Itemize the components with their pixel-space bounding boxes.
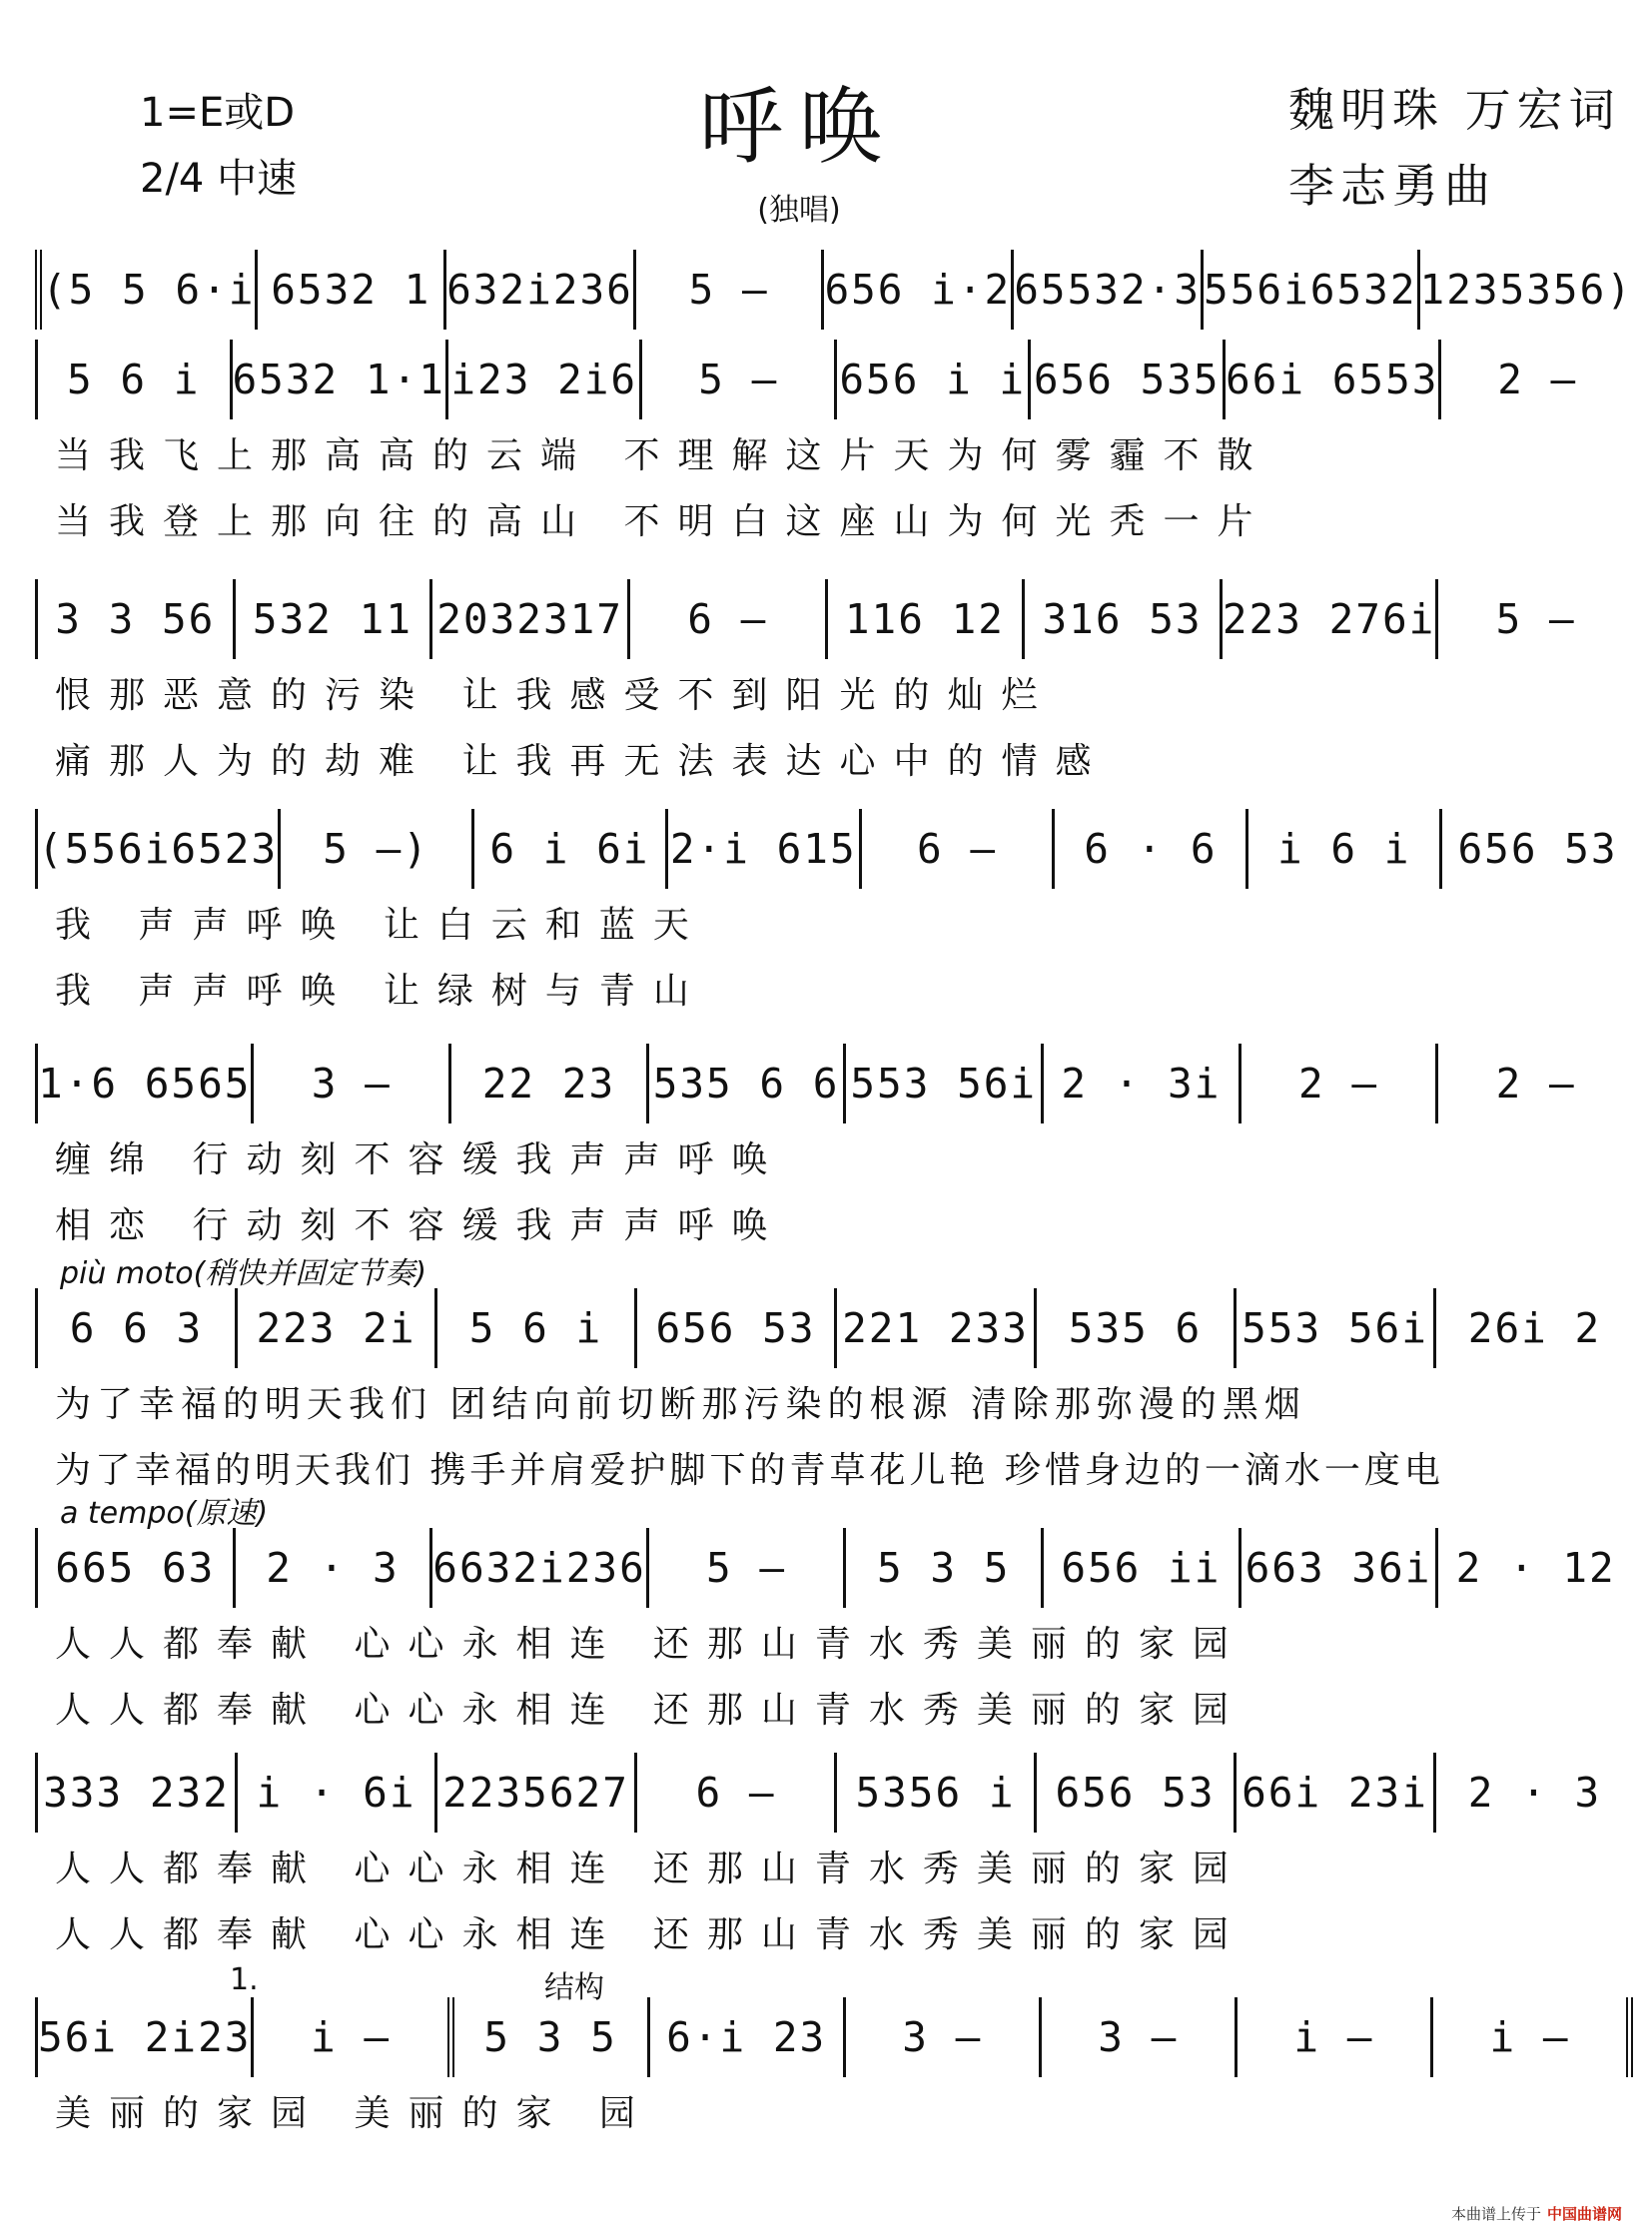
measure: 6532 1 [258,250,446,330]
lyric-line [35,419,1633,485]
system-2 [35,340,1633,551]
measure: 66i 23i [1237,1753,1436,1833]
lyric-line [35,659,1633,725]
measure: 65532·3 [1014,250,1204,330]
measure: 656 i i [837,340,1032,419]
system-8 [35,1753,1633,1964]
lyric-verse-2: 人人都奉献 心心永相连 还那山青水秀美丽的家园 [55,1689,1246,1731]
measure: 6 6 3 [38,1288,238,1368]
measure: 5 — [642,340,837,419]
lyric-line [35,1608,1633,1674]
lyric-line [35,889,1633,955]
lyric-verse-1: 美丽的家园 美丽的家 园 [55,2092,653,2134]
bar-row [35,579,1633,659]
measure: 221 233 [837,1288,1037,1368]
lyric-verse-2: 我 声声呼唤 让绿树与青山 [55,970,707,1012]
composer-credit: 李志勇曲 [1288,159,1496,213]
lyric-verse-1: 我 声声呼唤 让白云和蓝天 [55,904,707,946]
measure: 1235356) [1419,266,1633,314]
key-tempo-block [140,80,297,212]
measure: 316 53 [1025,579,1223,659]
measure: 2 — [1495,1060,1576,1108]
measure: 532 11 [236,579,433,659]
lyric-line [35,2077,1633,2143]
bar-row [35,1044,1633,1123]
system-9 [35,1997,1633,2143]
a-tempo-marking: a tempo(原速) [60,1496,269,1531]
measure: (556i6523 [38,809,281,889]
measure: 3 — [1042,1997,1238,2077]
measure: 5356 i [837,1753,1037,1833]
lyric-verse-2: 痛那人为的劫难 让我再无法表达心中的情感 [55,740,1110,782]
bar-row [35,809,1633,889]
bar-row [35,1753,1633,1833]
measure: 2 · 3 [236,1528,433,1608]
measure: 5 3 5 [846,1528,1044,1608]
measure: 3 3 56 [38,579,236,659]
measure: 535 6 [1037,1288,1237,1368]
lyric-line [35,1898,1633,1964]
measure: 2 — [1241,1044,1439,1123]
measure: 656 53 [637,1288,837,1368]
volta-1-marking: 1. [230,1962,259,1997]
measure: 553 56i [846,1044,1044,1123]
measure: 3 — [254,1044,451,1123]
meter-tempo: 2/4 中速 [140,156,298,202]
lyric-line [35,955,1633,1021]
title-block [649,60,949,229]
lyric-line [35,485,1633,551]
measure: 656 535 [1031,340,1226,419]
measure: 665 63 [38,1528,236,1608]
lyric-verse-1: 缠绵 行动刻不容缓我声声呼唤 [55,1138,786,1180]
system-7 [35,1528,1633,1740]
lyric-verse-1: 恨那恶意的污染 让我感受不到阳光的灿烂 [55,674,1056,716]
measure: 56i 2i23 [38,1997,254,2077]
ending-marking: 结构 [544,1970,604,2005]
measure: 632i236 [446,250,636,330]
measure: 2 · 3i [1044,1044,1241,1123]
measure: 663 36i [1241,1528,1439,1608]
lyric-line [35,1434,1633,1500]
bar-row [35,250,1633,330]
measure: 5 6 i [437,1288,637,1368]
measure: 6 — [637,1753,837,1833]
lyric-line [35,1674,1633,1740]
measure: 5 — [1495,595,1576,643]
piu-mosso-marking: più moto(稍快并固定节奏) [60,1256,427,1291]
lyric-line [35,1368,1633,1434]
lyric-verse-1: 人人都奉献 心心永相连 还那山青水秀美丽的家园 [55,1848,1246,1889]
system-1 [35,250,1633,330]
measure: 5 — [636,250,825,330]
measure: i 6 i [1248,809,1442,889]
measure: 5 6 i [38,340,233,419]
system-5 [35,1044,1633,1255]
lyric-verse-2: 为了幸福的明天我们 携手并肩爱护脚下的青草花儿艳 珍惜身边的一滴水一度电 [55,1449,1444,1491]
lyric-line [35,1833,1633,1898]
measure: 2032317 [432,579,630,659]
system-6 [35,1288,1633,1500]
measure: 3 — [846,1997,1042,2077]
measure: 5 —) [281,809,474,889]
bar-row [35,1288,1633,1368]
measure: 6 — [862,809,1056,889]
measure-final: i — [1433,1997,1633,2077]
lyric-verse-1: 为了幸福的明天我们 团结向前切断那污染的根源 清除那弥漫的黑烟 [55,1383,1306,1425]
measure: 556i6532 [1204,250,1419,330]
song-subtitle: (独唱) [757,193,841,228]
measure: 2·i 615 [668,809,862,889]
measure: 6·i 23 [650,1997,846,2077]
measure: 2 · 12 [1455,1544,1616,1592]
measure: i — [1238,1997,1433,2077]
measure: 656 53 [1457,825,1618,873]
key-signature: 1=E或D [140,90,296,136]
song-title: 呼唤 [698,78,899,176]
measure: 6532 1·1 [233,340,448,419]
measure: 656 ii [1044,1528,1241,1608]
measure: 223 2i [238,1288,437,1368]
measure: 5 3 5 [454,1997,650,2077]
measure: 2 — [1497,356,1578,403]
measure-repeat-end: i — [254,1997,453,2077]
measure: i · 6i [238,1753,437,1833]
measure: 6 — [630,579,828,659]
bar-row [35,340,1633,419]
bar-row [35,1528,1633,1608]
measure: 535 6 6 [649,1044,847,1123]
measure: 66i 6553 [1226,340,1441,419]
measure: 5 — [649,1528,847,1608]
bar-row [35,1997,1633,2077]
lyric-line [35,1189,1633,1255]
lyric-line [35,1123,1633,1189]
measure: 333 232 [38,1753,238,1833]
lyric-verse-1: 当我飞上那高高的云端 不理解这片天为何雾霾不散 [55,434,1271,476]
system-3 [35,579,1633,791]
measure: 2 · 3 [1467,1769,1602,1817]
measure: 2235627 [437,1753,637,1833]
lyric-line [35,725,1633,791]
lyric-verse-1: 人人都奉献 心心永相连 还那山青水秀美丽的家园 [55,1623,1246,1665]
lyric-verse-2: 人人都奉献 心心永相连 还那山青水秀美丽的家园 [55,1913,1246,1955]
measure: 656 i·2 [824,250,1014,330]
site-logo: 中国曲谱网 [1546,2205,1622,2223]
measure: 116 12 [828,579,1026,659]
measure: 553 56i [1237,1288,1436,1368]
footer-text: 本曲谱上传于 [1450,2205,1541,2223]
measure: 1·6 6565 [38,1044,254,1123]
lyric-verse-2: 当我登上那向往的高山 不明白这座山为何光秃一片 [55,500,1271,542]
site-footer [1451,2203,1622,2224]
measure: 26i 2 [1467,1304,1602,1352]
measure: i23 2i6 [448,340,643,419]
lyric-verse-2: 相恋 行动刻不容缓我声声呼唤 [55,1204,786,1246]
lyricist-credit: 魏明珠 万宏词 [1288,83,1621,137]
measure: (5 5 6·i [42,250,258,330]
measure: 22 23 [451,1044,649,1123]
measure: 656 53 [1037,1753,1237,1833]
measure: 6 · 6 [1055,809,1248,889]
measure: 223 276i [1223,579,1438,659]
system-4 [35,809,1633,1021]
measure: 6632i236 [432,1528,648,1608]
measure: 6 i 6i [474,809,668,889]
credits-block [1288,72,1621,224]
